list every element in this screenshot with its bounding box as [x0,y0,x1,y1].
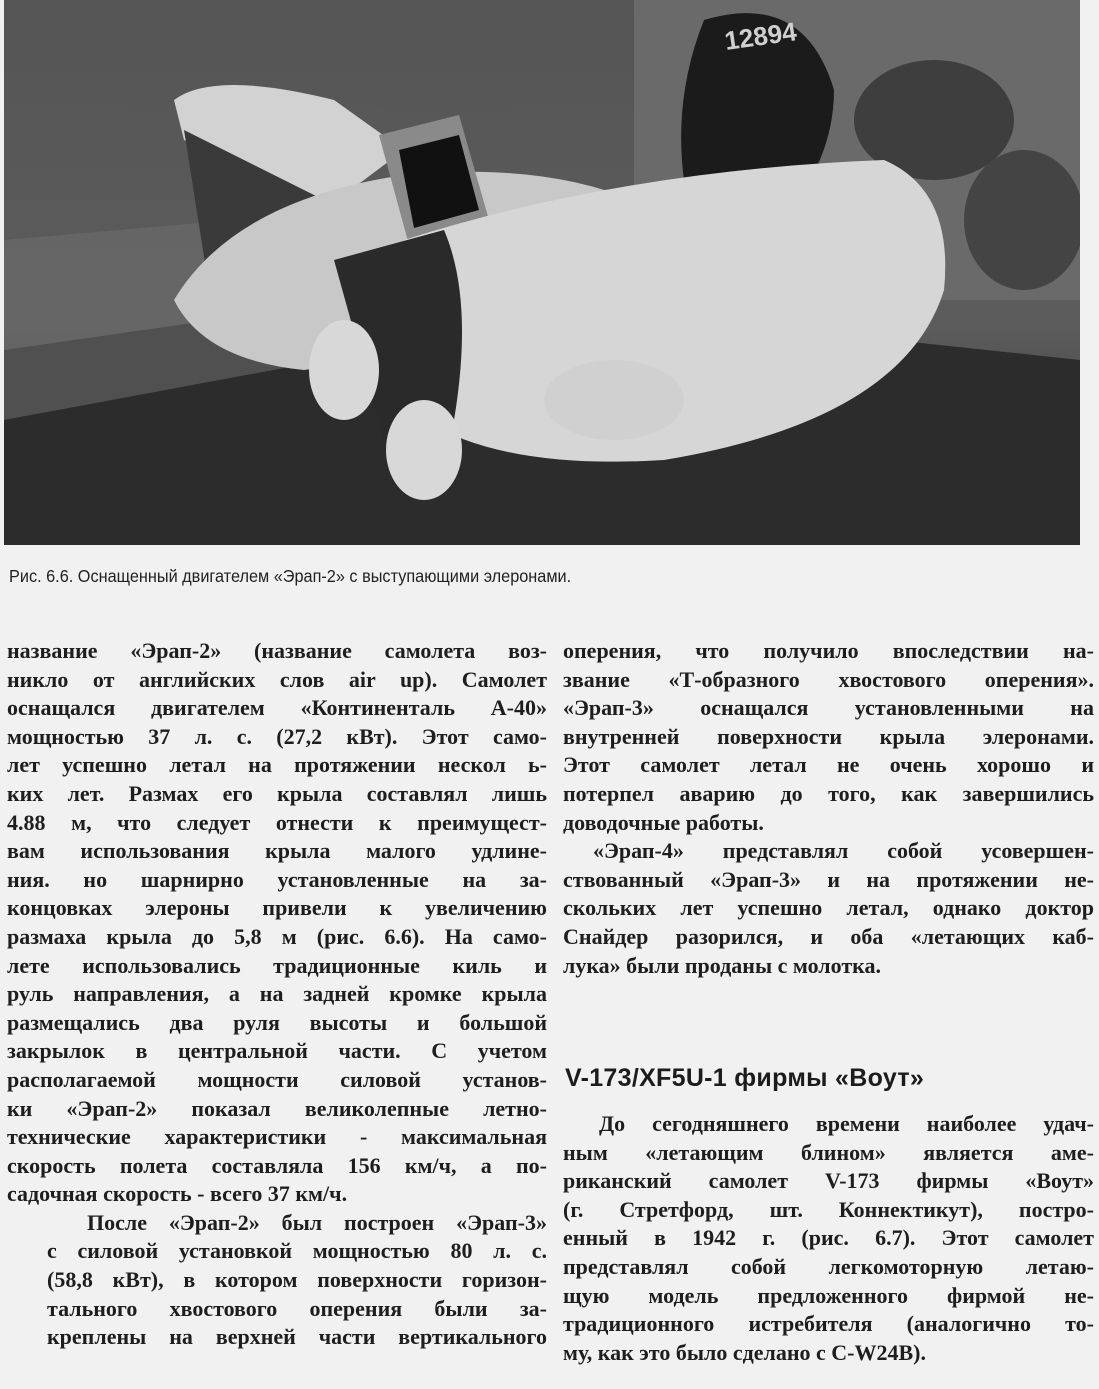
text-line: потерпел аварию до того, как завершились [563,780,1094,806]
text-line: звание «Т-образного хвостового оперения». [563,666,1094,692]
text-line: вам использования крыла малого удлине- [7,838,547,864]
text-line: До сегодняшнего времени наиболее удач- [599,1111,1094,1136]
paragraph [563,1110,1094,1367]
text-line: щую модель предложенного фирмой не- [563,1282,1094,1308]
tail-number: 12894 [722,16,799,56]
text-line: технические характеристики - максимальная [7,1124,547,1150]
left-text-column [7,637,547,1352]
text-line: ких лет. Размах его крыла составлял лишь [7,780,547,806]
right-text-column [563,637,1094,980]
paragraph [563,637,1094,837]
text-line: лете использовались традиционные киль и [7,952,547,978]
aircraft-photo [4,0,1080,545]
text-line: с силовой установкой мощностью 80 л. с. [47,1238,547,1264]
text-line: 4.88 м, что следует отнести к преимущест- [7,809,547,835]
text-line: Снайдер разорился, и оба «летающих каб- [563,923,1094,949]
text-line: енный в 1942 г. (рис. 6.7). Этот самолет [563,1225,1094,1251]
text-line: скольких лет успешно летал, однако доктор [563,895,1094,921]
text-line: располагаемой мощности силовой установ- [7,1066,547,1092]
aircraft-illustration [4,0,1080,545]
text-line: «Эрап-3» оснащался установленными на [563,695,1094,721]
text-line: название «Эрап-2» (название самолета воз- [7,638,547,663]
text-line: креплены на верхней части вертикального [47,1324,547,1350]
paragraph [7,1209,547,1352]
text-line: мощностью 37 л. с. (27,2 кВт). Этот само- [7,723,547,749]
text-line: ки «Эрап-2» показал великолепные летно- [7,1095,547,1121]
text-line: скорость полета составляла 156 км/ч, а по- [7,1152,547,1178]
text-line: риканский самолет V-173 фирмы «Воут» [563,1168,1094,1194]
text-line: закрылок в центральной части. С учетом [7,1038,547,1064]
text-line: никло от английских слов air up). Самолет [7,666,547,692]
figure-caption: Рис. 6.6. Оснащенный двигателем «Эрап-2» с выступающими элеронами. [9,566,572,586]
text-line: оперения, что получило впоследствии на- [563,638,1094,663]
text-line: лука» были проданы с молотка. [563,952,882,978]
text-line: (г. Стретфорд, шт. Коннектикут), постро- [563,1196,1094,1222]
text-line: руль направления, а на задней кромке крыла [7,981,547,1007]
text-line: (58,8 кВт), в котором поверхности горизон- [47,1267,547,1293]
text-line: представлял собой легкомоторную летаю- [563,1253,1094,1279]
text-line: «Эрап-4» представлял собой усовершен- [593,838,1094,864]
paragraph [563,837,1094,980]
text-line: тального хвостового оперения были за- [47,1295,547,1321]
text-line: внутренней поверхности крыла элеронами. [563,723,1094,749]
text-line: ствованный «Эрап-3» и на протяжении не- [563,866,1094,892]
text-line: размаха крыла до 5,8 м (рис. 6.6). На само- [7,923,547,949]
text-line: садочная скорость - всего 37 км/ч. [7,1181,348,1207]
text-line: размещались два руля высоты и большой [7,1009,547,1035]
text-line: му, как это было сделано с C-W24B). [563,1339,926,1365]
paragraph [7,637,547,1209]
text-line: ным «летающим блином» является аме- [563,1139,1094,1165]
section-heading: V-173/XF5U-1 фирмы «Воут» [565,1064,925,1092]
right-section-text [563,1110,1094,1367]
text-line: концовках элероны привели к увеличению [7,895,547,921]
text-line: ния. но шарнирно установленные на за- [7,866,547,892]
text-line: Этот самолет летал не очень хорошо и [563,752,1094,778]
text-line: традиционного истребителя (аналогично то- [563,1311,1094,1337]
text-line: оснащался двигателем «Континенталь А-40» [7,695,547,721]
text-line: лет успешно летал на протяжении нескол ь- [7,752,547,778]
text-line: доводочные работы. [563,809,764,835]
text-line: После «Эрап-2» был построен «Эрап-3» [87,1209,547,1235]
